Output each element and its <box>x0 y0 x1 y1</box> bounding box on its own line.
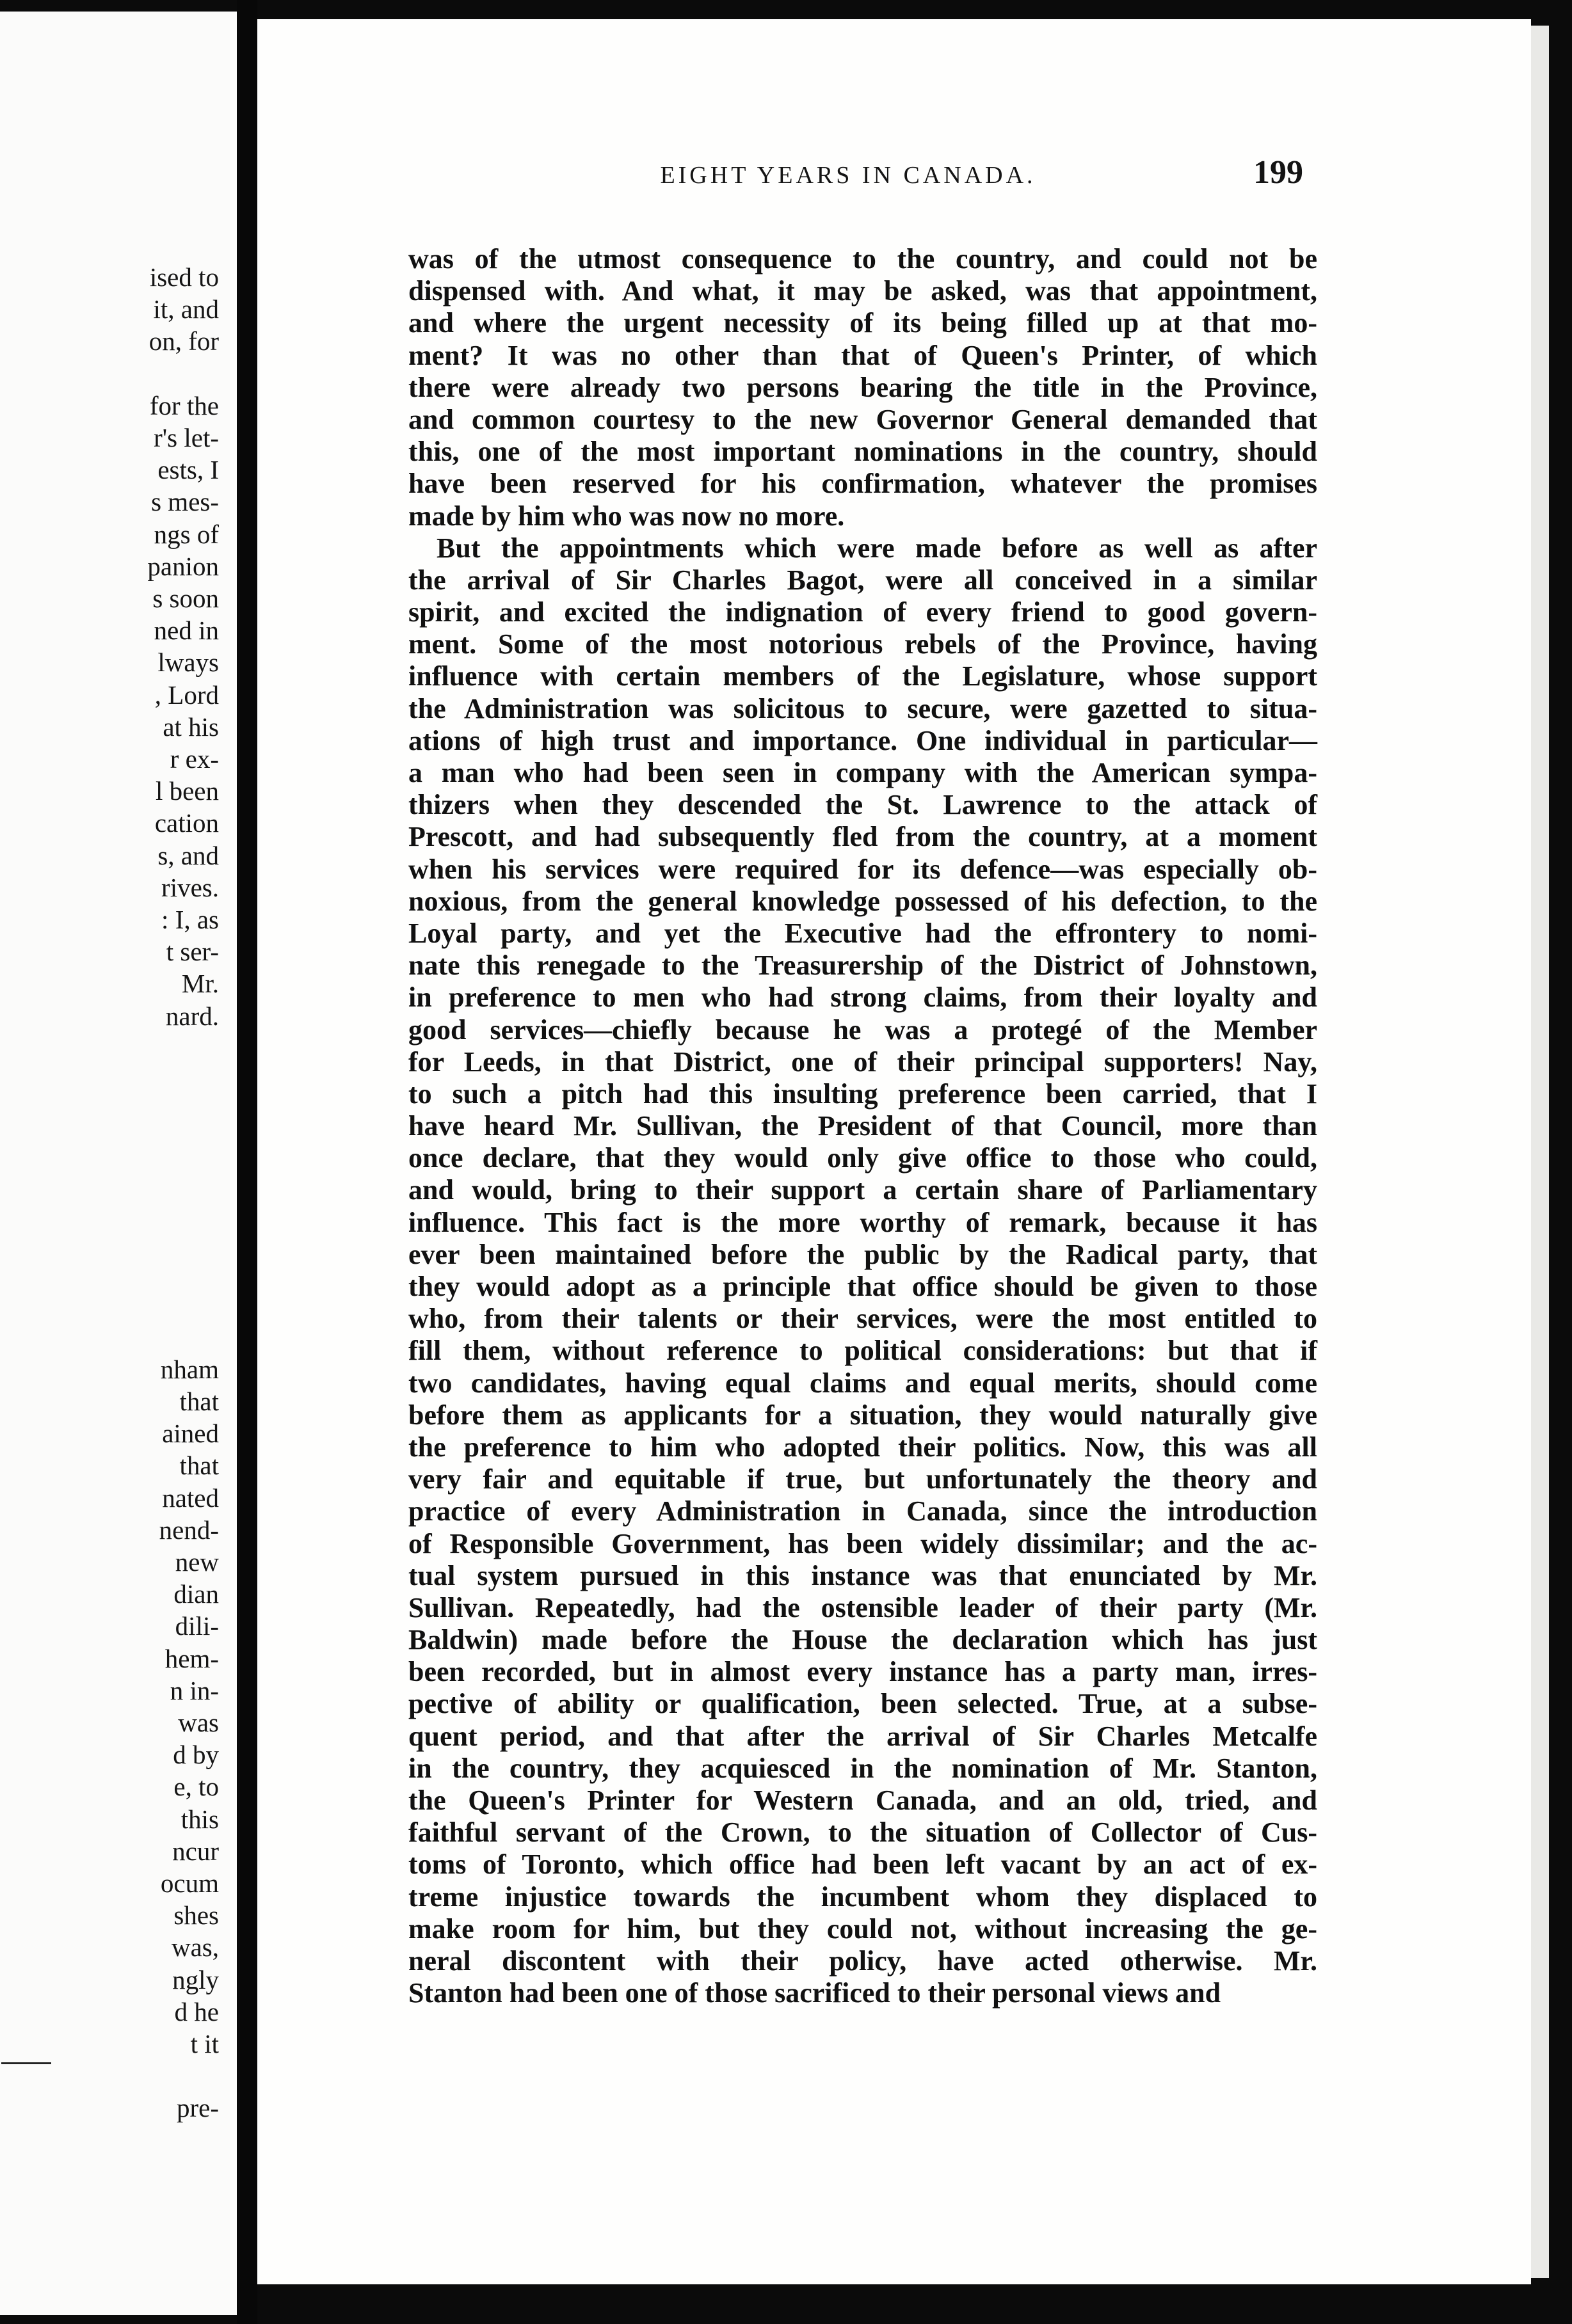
left-fragment-line: e, to <box>173 1772 219 1802</box>
text-line: tual system pursued in this instance was that enunciated by Mr. <box>408 1559 1317 1591</box>
left-fragment-line: hem- <box>164 1643 219 1673</box>
page-edge <box>1531 26 1549 2278</box>
left-fragment-line: nend- <box>159 1515 219 1545</box>
text-line: nate this renegade to the Treasurership of the District of Johnstown, <box>408 950 1317 982</box>
text-line: treme injustice towards the incumbent whom they displaced to <box>408 1881 1317 1913</box>
left-fragment-line: Mr. <box>181 969 219 999</box>
left-fragment-line: t ser- <box>166 937 219 967</box>
text-line: quent period, and that after the arrival of Sir Charles Metcalfe <box>408 1720 1317 1752</box>
text-line: a man who had been seen in company with the American sympa- <box>408 757 1317 788</box>
text-line: before them as applicants for a situation, they would naturally give <box>408 1399 1317 1431</box>
book-gutter <box>237 0 257 2324</box>
text-line: have been reserved for his confirmation, whatever the promises <box>408 468 1317 500</box>
left-fragment-line: it, and <box>153 294 219 324</box>
text-line: ations of high trust and importance. One individual in particular— <box>408 724 1317 756</box>
text-line: Sullivan. Repeatedly, had the ostensible leader of their party (Mr. <box>408 1591 1317 1623</box>
text-line: who, from their talents or their services, were the most entitled to <box>408 1303 1317 1335</box>
left-fragment-line: d by <box>173 1740 219 1770</box>
text-line: and common courtesy to the new Governor General demanded that <box>408 403 1317 435</box>
text-line: influence with certain members of the Legislature, whose support <box>408 660 1317 692</box>
text-line: ment. Some of the most notorious rebels of the Province, having <box>408 628 1317 660</box>
footnote-rule <box>1 2062 51 2064</box>
text-line: thizers when they descended the St. Lawrence to the attack of <box>408 789 1317 821</box>
text-line: and where the urgent necessity of its being filled up at that mo- <box>408 307 1317 339</box>
text-line: noxious, from the general knowledge possessed of his defection, to the <box>408 885 1317 917</box>
text-line: Stanton had been one of those sacrificed to their personal views and <box>408 1977 1221 2009</box>
left-fragment-line: that <box>179 1451 219 1481</box>
left-fragment-line: dian <box>173 1579 219 1609</box>
left-fragment-line: was <box>178 1708 219 1737</box>
left-fragment-line: s, and <box>157 840 219 870</box>
text-line: two candidates, having equal claims and equal merits, should come <box>408 1367 1317 1399</box>
body-text <box>408 243 1317 2009</box>
left-fragment-line: that <box>179 1387 219 1416</box>
text-line: been recorded, but in almost every instance has a party man, irres- <box>408 1656 1317 1688</box>
text-line: was of the utmost consequence to the country, and could not be <box>408 243 1317 275</box>
text-line: pective of ability or qualification, been selected. True, at a subse- <box>408 1688 1317 1720</box>
left-fragment-line: ained <box>162 1419 219 1449</box>
left-fragment-line: nated <box>162 1483 219 1513</box>
left-fragment-line: s mes- <box>151 487 219 517</box>
text-line: this, one of the most important nominations in the country, should <box>408 436 1317 468</box>
left-fragment-line: on, for <box>148 326 219 356</box>
text-line: good services—chiefly because he was a protegé of the Member <box>408 1014 1317 1046</box>
text-line: of Responsible Government, has been widely dissimilar; and the ac- <box>408 1527 1317 1559</box>
text-line: very fair and equitable if true, but unfortunately the theory and <box>408 1463 1317 1495</box>
text-line: to such a pitch had this insulting preference been carried, that I <box>408 1078 1317 1110</box>
left-fragment-line: rives. <box>161 872 219 902</box>
left-fragment-line: cation <box>154 808 219 838</box>
text-line: the preference to him who adopted their politics. Now, this was all <box>408 1431 1317 1463</box>
text-line: they would adopt as a principle that office should be given to those <box>408 1271 1317 1302</box>
text-line: make room for him, but they could not, without increasing the ge- <box>408 1913 1317 1945</box>
text-line: ever been maintained before the public by the Radical party, that <box>408 1238 1317 1270</box>
text-line: Prescott, and had subsequently fled from the country, at a moment <box>408 821 1317 853</box>
left-fragment-line: ocum <box>160 1868 219 1898</box>
left-fragment-line: nard. <box>165 1001 219 1031</box>
left-fragment-line: ncur <box>172 1836 219 1866</box>
left-fragment-line: ned in <box>154 616 219 646</box>
page-number: 199 <box>1253 154 1303 191</box>
left-fragment-line: panion <box>147 551 219 581</box>
left-fragment-line: lways <box>157 648 219 678</box>
left-fragment-line: this <box>180 1804 219 1834</box>
text-line: fill them, without reference to political considerations: but that if <box>408 1335 1317 1367</box>
text-line: made by him who was now no more. <box>408 500 845 532</box>
text-line: and would, bring to their support a certain share of Parliamentary <box>408 1174 1317 1206</box>
left-fragment-line: nham <box>160 1354 219 1384</box>
text-line: Baldwin) made before the House the declaration which has just <box>408 1624 1317 1656</box>
left-fragment-line: r's let- <box>154 423 219 452</box>
left-fragment-line: was, <box>171 1932 219 1962</box>
text-line: when his services were required for its defence—was especially ob- <box>408 853 1317 885</box>
left-fragment-line: , Lord <box>154 680 219 710</box>
text-line: there were already two persons bearing the title in the Province, <box>408 371 1317 403</box>
left-fragment-line: ised to <box>149 262 219 292</box>
text-line: Loyal party, and yet the Executive had the effrontery to nomi- <box>408 917 1317 949</box>
left-fragment-line: l been <box>155 776 219 806</box>
text-line: the Queen's Printer for Western Canada, and an old, tried, and <box>408 1785 1317 1816</box>
left-fragment-line: : I, as <box>161 905 219 934</box>
left-fragment-line: ngly <box>172 1964 219 1994</box>
left-fragment-line: pre- <box>176 2093 219 2123</box>
text-line: in preference to men who had strong claims, from their loyalty and <box>408 982 1317 1014</box>
left-fragment-line: ngs of <box>154 519 219 549</box>
text-line: once declare, that they would only give office to those who could, <box>408 1142 1317 1174</box>
text-line: dispensed with. And what, it may be asked, was that appointment, <box>408 275 1317 307</box>
text-line: the Administration was solicitous to secure, were gazetted to situa- <box>408 692 1317 724</box>
running-head: EIGHT YEARS IN CANADA. <box>660 162 1036 189</box>
left-fragment-line: d he <box>174 1996 219 2026</box>
left-fragment-line: at his <box>163 712 219 742</box>
text-line: for Leeds, in that District, one of their principal supporters! Nay, <box>408 1046 1317 1078</box>
left-fragment-line: shes <box>173 1900 219 1930</box>
text-line: spirit, and excited the indignation of every friend to good govern- <box>408 596 1317 628</box>
left-fragment-line: t it <box>190 2029 219 2058</box>
text-line: ment? It was no other than that of Queen's Printer, of which <box>408 339 1317 371</box>
left-page <box>0 12 237 2315</box>
left-fragment-line: dili- <box>175 1611 219 1641</box>
text-line: toms of Toronto, which office had been left vacant by an act of ex- <box>408 1849 1317 1881</box>
text-line: have heard Mr. Sullivan, the President of that Council, more than <box>408 1110 1317 1142</box>
text-line: neral discontent with their policy, have acted otherwise. Mr. <box>408 1945 1317 1977</box>
left-fragment-line: ests, I <box>157 455 219 485</box>
left-fragment-line: for the <box>149 390 219 420</box>
text-line: influence. This fact is the more worthy of remark, because it has <box>408 1206 1317 1238</box>
text-line: faithful servant of the Crown, to the situation of Collector of Cus- <box>408 1817 1317 1849</box>
left-fragment-line: r ex- <box>170 744 219 774</box>
text-line: in the country, they acquiesced in the nomination of Mr. Stanton, <box>408 1752 1317 1784</box>
text-line: the arrival of Sir Charles Bagot, were all conceived in a similar <box>408 564 1317 596</box>
left-fragment-line: s soon <box>152 584 219 613</box>
left-fragment-line: n in- <box>170 1675 219 1705</box>
text-line: But the appointments which were made before as well as after <box>437 532 1317 564</box>
text-line: practice of every Administration in Canada, since the introduction <box>408 1495 1317 1527</box>
left-fragment-line: new <box>175 1547 219 1577</box>
